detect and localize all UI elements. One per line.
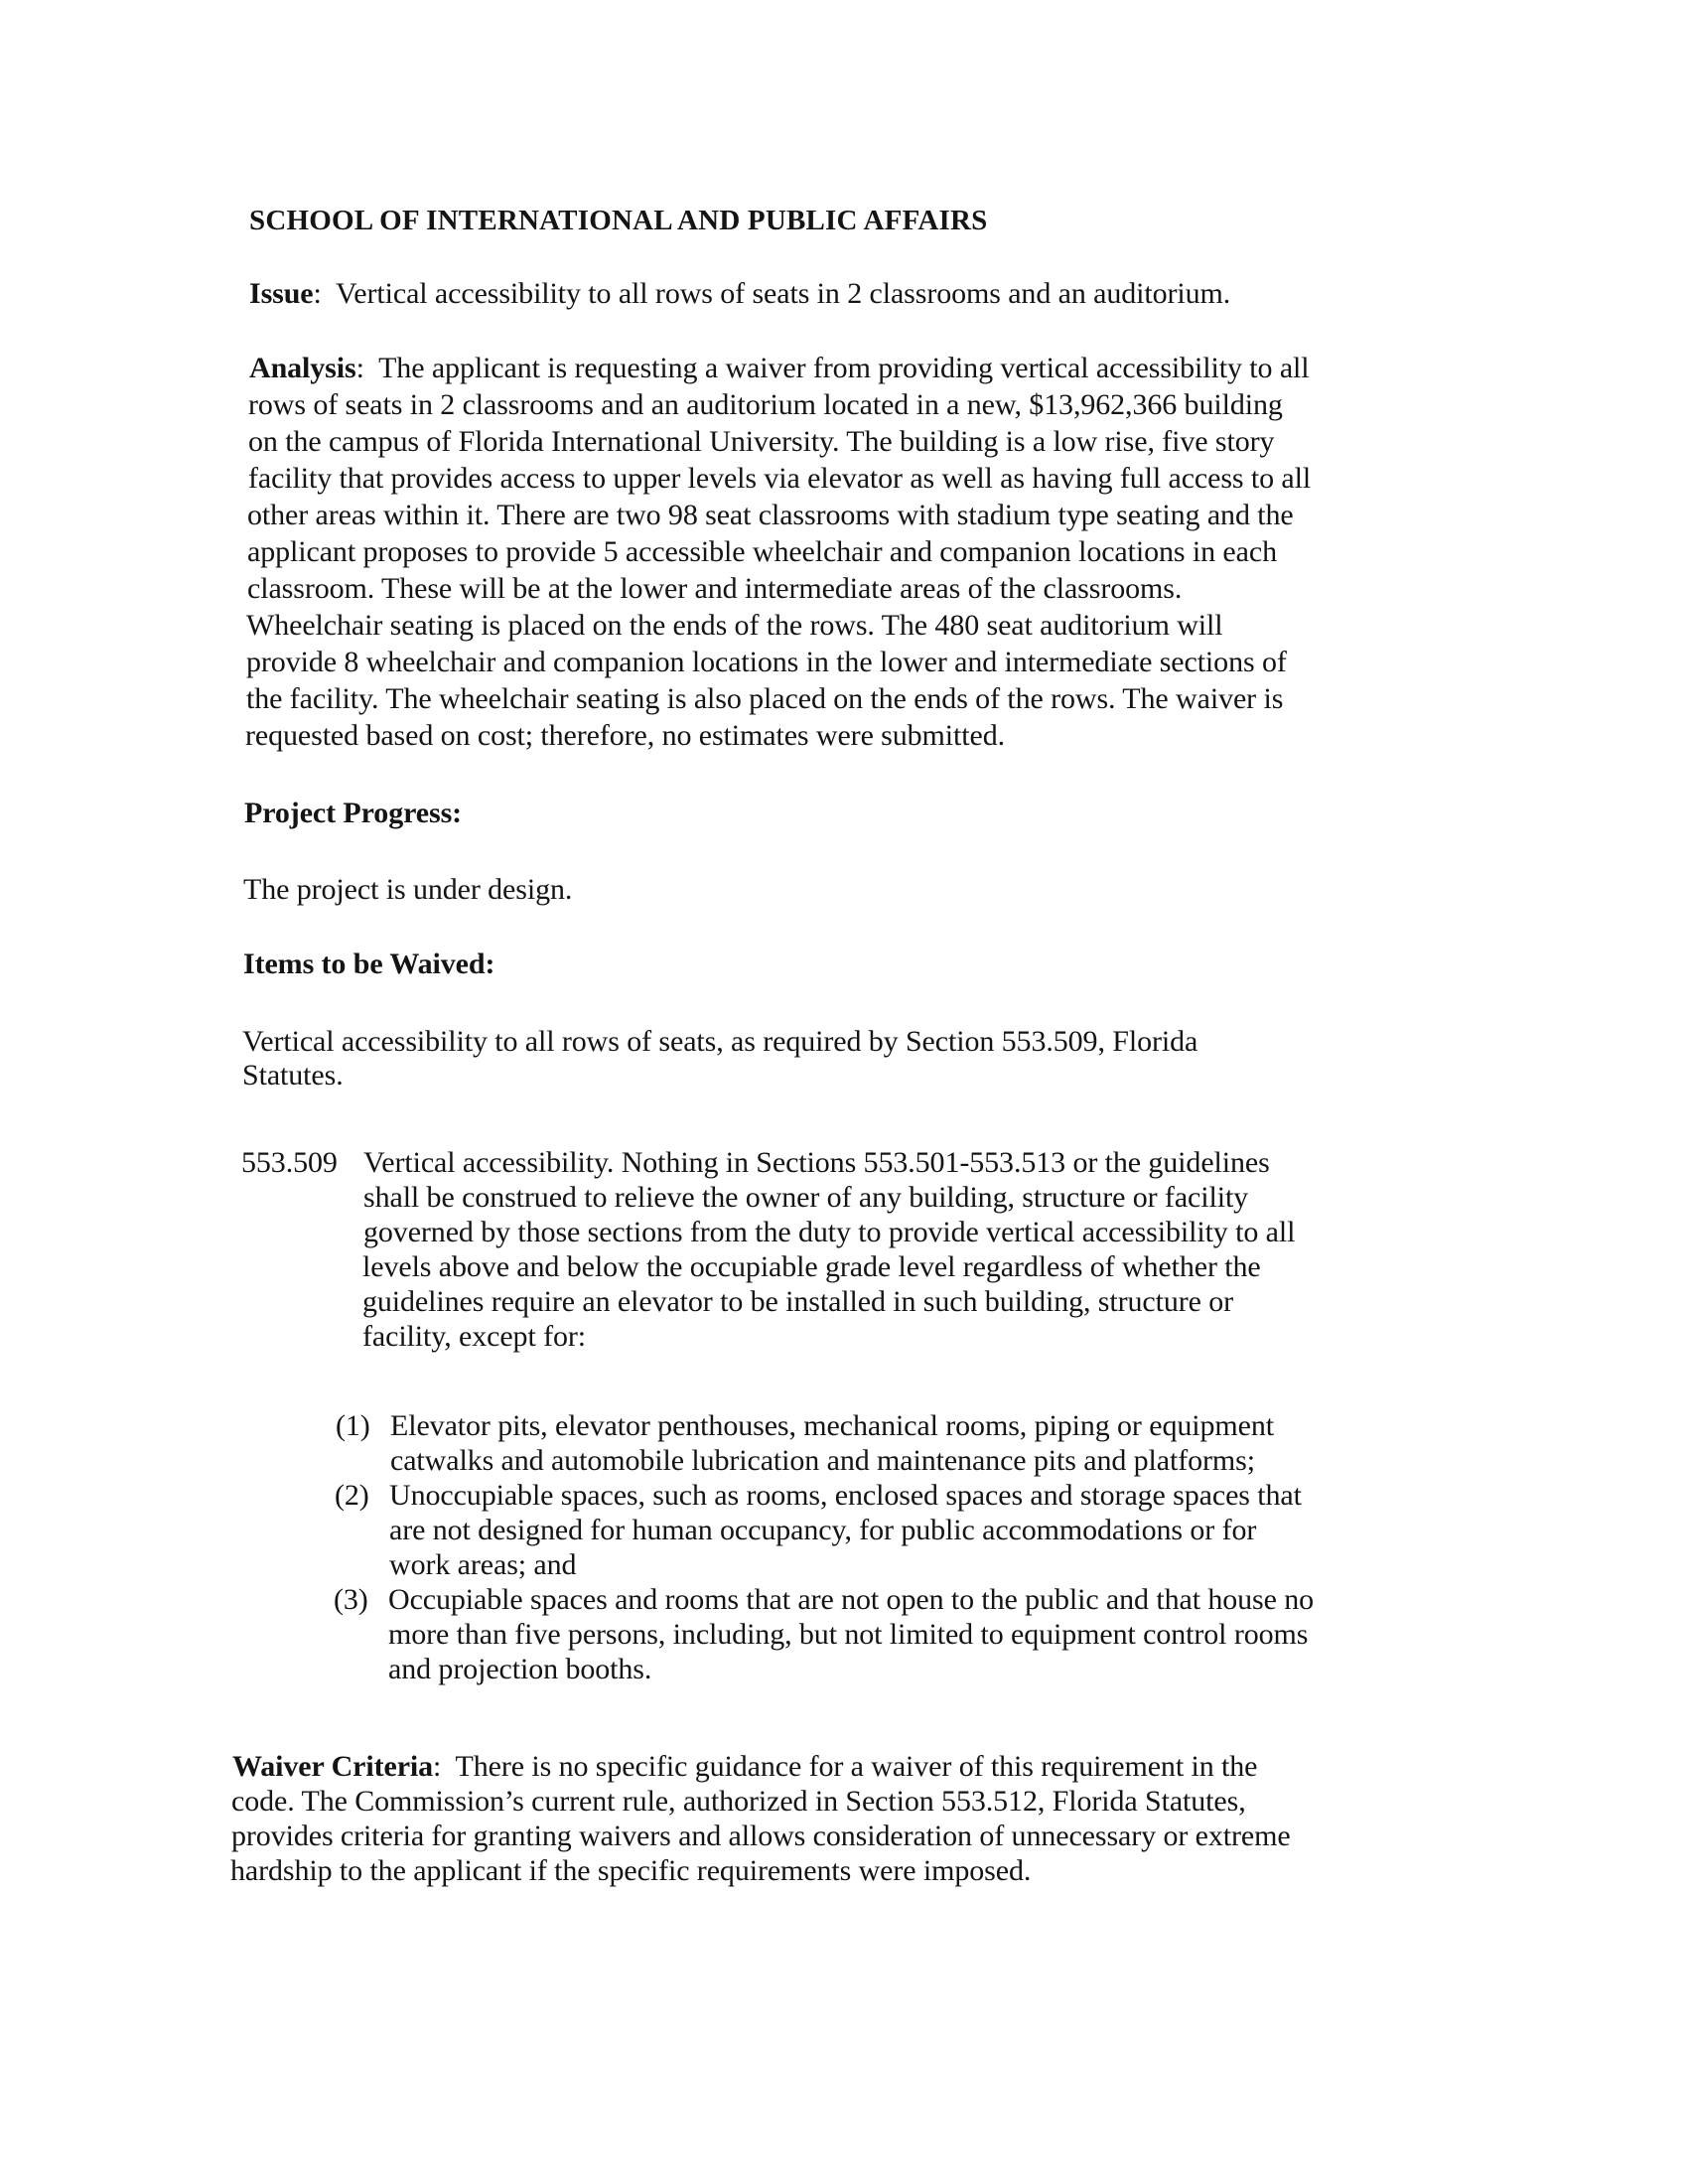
analysis-line: other areas within it. There are two 98 seat classrooms with stadium type seating and the (247, 499, 1294, 531)
analysis-colon: : (355, 352, 364, 384)
issue-label: Issue (249, 277, 314, 310)
analysis-label: Analysis (249, 352, 356, 384)
items-waived-line: Statutes. (242, 1059, 344, 1092)
analysis-line: Analysis: The applicant is requesting a waiver from providing vertical accessibility to all (249, 352, 1310, 384)
waiver-criteria-line: provides criteria for granting waivers and allows consideration of unnecessary or extreme (231, 1820, 1291, 1852)
analysis-line: facility that provides access to upper levels via elevator as well as having full access to all (248, 462, 1312, 495)
analysis-line: on the campus of Florida International University. The building is a low rise, five story (248, 425, 1275, 458)
exception-line: work areas; and (389, 1548, 577, 1581)
issue-text: Vertical accessibility to all rows of seats in 2 classrooms and an auditorium. (321, 277, 1231, 310)
statute-line: Vertical accessibility. Nothing in Sections 553.501-553.513 or the guidelines (363, 1146, 1270, 1179)
exception-line: are not designed for human occupancy, for public accommodations or for (389, 1514, 1257, 1546)
exception-marker: (3) (334, 1583, 368, 1616)
analysis-line: applicant proposes to provide 5 accessible wheelchair and companion locations in each (247, 535, 1277, 568)
exception-line: and projection booths. (388, 1653, 652, 1685)
analysis-line: requested based on cost; therefore, no estimates were submitted. (245, 719, 1006, 752)
issue-paragraph (249, 277, 1230, 311)
waiver-criteria-line: hardship to the applicant if the specific requirements were imposed. (230, 1854, 1032, 1887)
exception-line: more than five persons, including, but not limited to equipment control rooms (388, 1618, 1309, 1651)
exception-line: catwalks and automobile lubrication and maintenance pits and platforms; (390, 1444, 1255, 1477)
exception-marker: (1) (336, 1409, 370, 1442)
items-waived-heading: Items to be Waived: (243, 947, 495, 980)
statute-line: facility, except for: (362, 1320, 587, 1353)
exception-line: Unoccupiable spaces, such as rooms, enclosed spaces and storage spaces that (389, 1479, 1302, 1512)
statute-line: guidelines require an elevator to be installed in such building, structure or (362, 1285, 1234, 1318)
issue-colon: : (313, 277, 322, 310)
statute-line: levels above and below the occupiable grade level regardless of whether the (362, 1250, 1261, 1283)
waiver-criteria-line: code. The Commission’s current rule, authorized in Section 553.512, Florida Statutes, (231, 1785, 1246, 1818)
waiver-criteria-line: Waiver Criteria: There is no specific guidance for a waiver of this requirement in the (232, 1750, 1258, 1783)
document-title: SCHOOL OF INTERNATIONAL AND PUBLIC AFFAIRS (249, 205, 988, 236)
exception-line: Occupiable spaces and rooms that are not open to the public and that house no (388, 1583, 1315, 1616)
items-waived-line: Vertical accessibility to all rows of seats, as required by Section 553.509, Florida (242, 1025, 1198, 1058)
analysis-line: provide 8 wheelchair and companion locations in the lower and intermediate sections of (246, 646, 1287, 678)
project-progress-text: The project is under design. (243, 873, 573, 906)
analysis-line: Wheelchair seating is placed on the ends of the rows. The 480 seat auditorium will (246, 609, 1223, 642)
analysis-line: the facility. The wheelchair seating is also placed on the ends of the rows. The waiver is (246, 682, 1284, 715)
statute-number: 553.509 (241, 1146, 338, 1179)
project-progress-heading: Project Progress: (244, 797, 463, 829)
waiver-criteria-label: Waiver Criteria (232, 1750, 434, 1783)
exception-marker: (2) (335, 1479, 369, 1512)
waiver-criteria-colon: : (433, 1750, 442, 1783)
statute-line: governed by those sections from the duty to provide vertical accessibility to all (363, 1216, 1296, 1248)
exception-line: Elevator pits, elevator penthouses, mechanical rooms, piping or equipment (390, 1409, 1274, 1442)
analysis-line: rows of seats in 2 classrooms and an auditorium located in a new, $13,962,366 building (248, 388, 1283, 421)
analysis-line: classroom. These will be at the lower and intermediate areas of the classrooms. (247, 572, 1183, 605)
statute-line: shall be construed to relieve the owner of any building, structure or facility (363, 1181, 1249, 1214)
